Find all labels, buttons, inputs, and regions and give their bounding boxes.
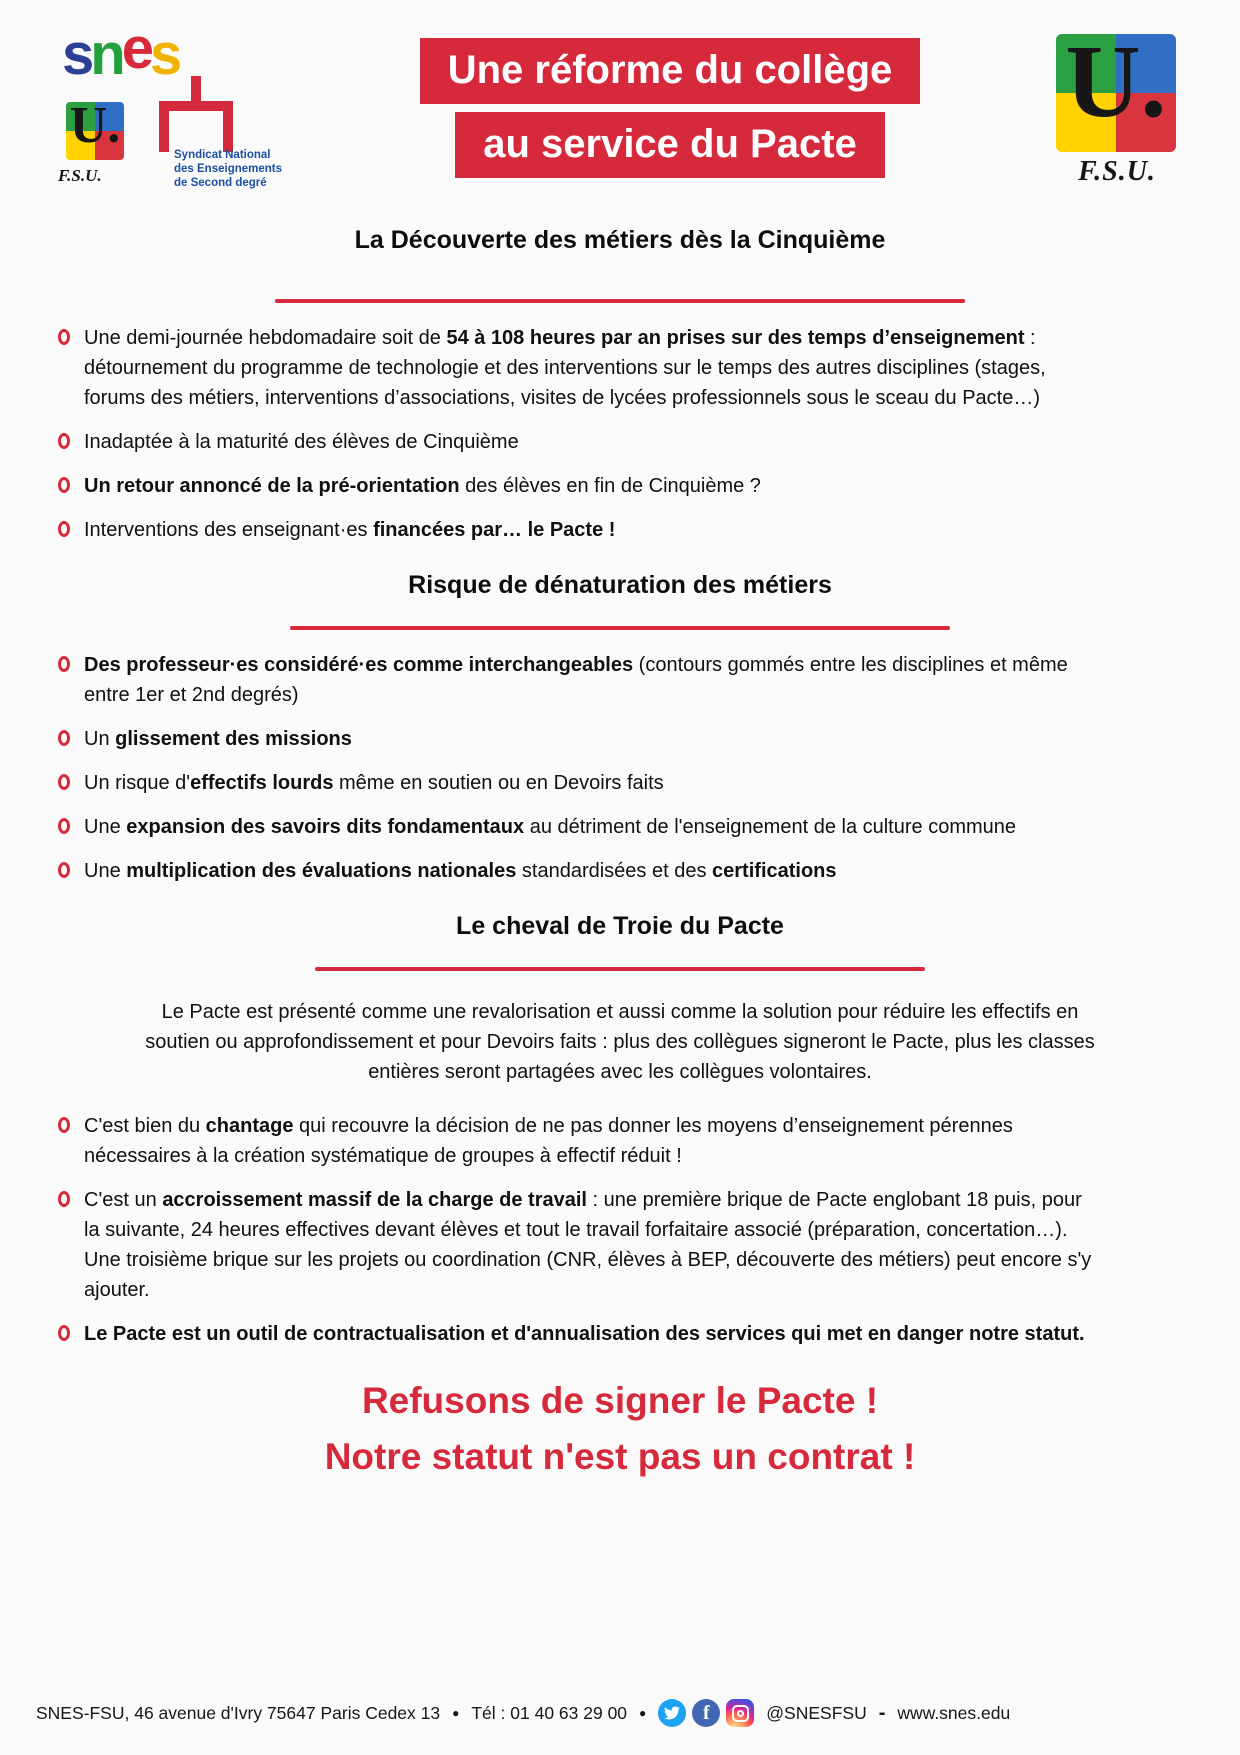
bullet-marker-icon bbox=[58, 1117, 70, 1133]
bullet-item bbox=[56, 1111, 1184, 1171]
bullet-marker-icon bbox=[58, 862, 70, 878]
bullet-marker-icon bbox=[58, 1191, 70, 1207]
bullet-text: Une demi-journée hebdomadaire soit de 54 à 108 heures par an prises sur des temps d’enseignement : détournement du programme de technologie et des interventions sur le temps des autres disciplines (stages, forums des métiers, interventions d’associations, visites de lycées professionnels sous le sceau du Pacte…) bbox=[84, 327, 1046, 409]
bullet-text: Une expansion des savoirs dits fondamentaux au détriment de l'enseignement de la culture commune bbox=[84, 816, 1017, 838]
bullet-marker-icon bbox=[58, 656, 70, 672]
section-heading-decouverte: La Découverte des métiers dès la Cinquième bbox=[354, 226, 886, 254]
bullet-item bbox=[56, 724, 1184, 754]
heading-underline bbox=[275, 299, 965, 303]
snes-subtitle bbox=[174, 148, 282, 190]
cta-line-1: Refusons de signer le Pacte ! bbox=[361, 1380, 879, 1421]
bullet-item bbox=[56, 515, 1184, 545]
bullet-marker-icon bbox=[58, 1325, 70, 1341]
section-heading-cheval-de-troie: Le cheval de Troie du Pacte bbox=[456, 912, 784, 940]
bullet-item bbox=[56, 323, 1184, 413]
bullet-text: Un retour annoncé de la pré-orientation des élèves en fin de Cinquième ? bbox=[84, 475, 761, 497]
header bbox=[0, 0, 1240, 196]
page-title-line-1: Une réforme du collège bbox=[420, 38, 921, 104]
bullet-marker-icon bbox=[58, 329, 70, 345]
call-to-action bbox=[56, 1373, 1184, 1484]
flyer-body bbox=[0, 196, 1240, 1484]
snes-letter-e: e bbox=[121, 16, 150, 81]
snes-subtitle-line2: des Enseignements bbox=[174, 163, 283, 175]
snes-letter-n: n bbox=[90, 22, 122, 87]
heading-underline bbox=[290, 626, 950, 630]
bullet-text: Interventions des enseignant·es financées par… le Pacte ! bbox=[84, 519, 616, 541]
footer-address: SNES-FSU, 46 avenue d'Ivry 75647 Paris Cedex 13 bbox=[36, 1702, 441, 1723]
bullet-marker-icon bbox=[58, 818, 70, 834]
snes-fsu-u-mark: U. bbox=[69, 97, 121, 154]
heading-underline bbox=[315, 967, 925, 971]
bullet-item bbox=[56, 650, 1184, 710]
bullet-marker-icon bbox=[58, 774, 70, 790]
footer-phone: Tél : 01 40 63 29 00 bbox=[471, 1702, 628, 1723]
cta-line-2: Notre statut n'est pas un contrat ! bbox=[324, 1435, 916, 1477]
snes-subtitle-line3: de Second degré bbox=[174, 177, 267, 189]
instagram-icon[interactable] bbox=[726, 1699, 754, 1727]
snes-fsu-small-label: F.S.U. bbox=[58, 166, 102, 185]
fsu-logo bbox=[1038, 26, 1196, 194]
footer-website-link[interactable]: www.snes.edu bbox=[897, 1702, 1011, 1723]
bullet-item bbox=[56, 1319, 1184, 1349]
bullet-text: Un risque d'effectifs lourds même en soutien ou en Devoirs faits bbox=[84, 772, 664, 794]
separator-dot: ● bbox=[639, 1706, 647, 1720]
bullet-marker-icon bbox=[58, 730, 70, 746]
snes-logo bbox=[52, 16, 302, 194]
title-banner bbox=[302, 26, 1038, 186]
bullet-text: Inadaptée à la maturité des élèves de Cinquième bbox=[84, 431, 519, 453]
bullet-text: Une multiplication des évaluations nationales standardisées et des certifications bbox=[84, 860, 837, 882]
fsu-u-mark: U. bbox=[1065, 24, 1167, 139]
bullet-list-cheval-de-troie bbox=[56, 1111, 1184, 1349]
bullet-item bbox=[56, 427, 1184, 457]
section-heading-denaturation: Risque de dénaturation des métiers bbox=[408, 571, 832, 599]
snes-figure-icon bbox=[150, 76, 242, 158]
bullet-marker-icon bbox=[58, 521, 70, 537]
bullet-list-decouverte bbox=[56, 323, 1184, 545]
bullet-item bbox=[56, 768, 1184, 798]
bullet-item bbox=[56, 471, 1184, 501]
footer bbox=[0, 1699, 1240, 1755]
fsu-label: F.S.U. bbox=[1078, 156, 1156, 187]
bullet-marker-icon bbox=[58, 433, 70, 449]
page-title-line-2: au service du Pacte bbox=[455, 112, 885, 178]
snes-letter-s1: s bbox=[62, 22, 91, 87]
separator-dash: - bbox=[878, 1701, 886, 1724]
bullet-item bbox=[56, 812, 1184, 842]
bullet-item bbox=[56, 856, 1184, 886]
footer-social-handle[interactable]: @SNESFSU bbox=[766, 1702, 867, 1723]
snes-subtitle-line1: Syndicat National bbox=[174, 149, 271, 161]
twitter-icon[interactable] bbox=[658, 1699, 686, 1727]
pacte-intro-paragraph: Le Pacte est présenté comme une revalorisation et aussi comme la solution pour réduire les effectifs en soutien ou approfondissement et pour Devoirs faits : plus des collègues signeront le Pacte, plus les classes entières seront partagées avec les collègues volontaires. bbox=[145, 1001, 1095, 1083]
bullet-marker-icon bbox=[58, 477, 70, 493]
separator-dot: ● bbox=[452, 1706, 460, 1720]
bullet-list-denaturation bbox=[56, 650, 1184, 886]
bullet-item bbox=[56, 1185, 1184, 1305]
snes-letter-s2: s bbox=[149, 22, 179, 87]
bullet-text: Des professeur·es considéré·es comme interchangeables (contours gommés entre les disciplines et même entre 1er et 2nd degrés) bbox=[84, 654, 1068, 706]
social-icons bbox=[658, 1699, 754, 1727]
bullet-text: Le Pacte est un outil de contractualisation et d'annualisation des services qui met en danger notre statut. bbox=[84, 1323, 1085, 1345]
bullet-text: Un glissement des missions bbox=[84, 728, 352, 750]
bullet-text: C'est bien du chantage qui recouvre la décision de ne pas donner les moyens d’enseignement pérennes nécessaires à la création systématique de groupes à effectif réduit ! bbox=[84, 1115, 1013, 1167]
bullet-text: C'est un accroissement massif de la charge de travail : une première brique de Pacte englobant 18 puis, pour la suivante, 24 heures effectives devant élèves et tout le travail forfaitaire associé (préparation, concertation…). Une troisième brique sur les projets ou coordination (CNR, élèves à BEP, découverte des métiers) peut encore s'y ajouter. bbox=[84, 1189, 1092, 1301]
facebook-icon[interactable]: f bbox=[692, 1699, 720, 1727]
